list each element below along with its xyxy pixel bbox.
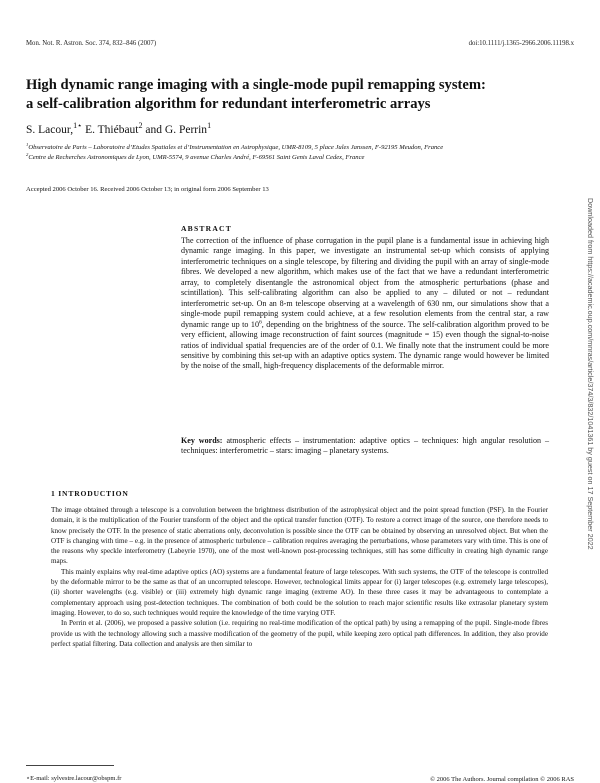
download-watermark-text: Downloaded from https://academic.oup.com/mnras/article/374/3/832/1041361 by guest on 17 September 2022 xyxy=(586,198,595,550)
author-thiebaut-affil: 2 xyxy=(138,121,143,131)
doi: doi:10.1111/j.1365-2966.2006.11198.x xyxy=(468,40,574,47)
paragraph: The image obtained through a telescope is a convolution between the brightness distribution of the astrophysical object and the point spread function (PSF). In the Fourier domain, it is the multiplication of the Fourier transform of the object and the optical transfer function (OTF). To restore a correct image of the source, one therefore needs to know precisely the OTF. In the presence of static aberrations only, deconvolution is possible since the OTF can be obtained by observing an unresolved object. But when the OTF is changing with time – e.g. in the presence of atmospheric turbulence – calibration requires averaging the perturbations, whose parameters vary with time. This is one of the reasons why speckle interferometry (Labeyrie 1970), one of the most well-known post-processing techniques, still has some difficulty in creating high dynamic range maps. xyxy=(51,506,548,566)
paper-title xyxy=(26,76,586,114)
abstract-exponent: 6 xyxy=(258,318,262,325)
title-line-2: a self-calibration algorithm for redundant interferometric arrays xyxy=(26,96,431,112)
copyright-notice: © 2006 The Authors. Journal compilation © 2006 RAS xyxy=(430,776,574,783)
footnote-email: ⋆E-mail: sylvestre.lacour@obspm.fr xyxy=(26,775,122,782)
journal-reference: Mon. Not. R. Astron. Soc. 374, 832–846 (2007) xyxy=(26,40,157,47)
abstract-heading: ABSTRACT xyxy=(181,224,232,233)
abstract-text-part-2: , depending on the brightness of the source. The self-calibration algorithm proved to be very efficient, allowing image reconstruction of faint sources (magnitude = 15) even though the signal-to-noise ratios of individual spatial frequencies are of the order of 0.1. We finally note that the instrument could be more sensitive by combining this set-up with an adaptive optics system. The dynamic range would however be limited by the noise of the small, high-frequency displacements of the deformable mirror. xyxy=(181,319,549,371)
title-line-1: High dynamic range imaging with a single-mode pupil remapping system: xyxy=(26,77,486,93)
author-lacour-affil: 1⋆ xyxy=(73,121,83,131)
author-lacour: S. Lacour, xyxy=(26,124,74,136)
abstract-text xyxy=(181,236,549,372)
accepted-dates: Accepted 2006 October 16. Received 2006 October 13; in original form 2006 September 13 xyxy=(26,186,269,193)
paragraph: In Perrin et al. (2006), we proposed a passive solution (i.e. requiring no real-time modification of the optical path) by using a remapping of the pupil. Single-mode fibres provide us with the technology allowing such a massive modification of the geometry of the pupil, while keeping zero optical path differences. In addition, they also provide perfect spatial filtering. Data collection and analysis are then similar to xyxy=(51,619,548,648)
download-watermark xyxy=(585,198,595,698)
footnote-divider xyxy=(26,765,114,766)
author-thiebaut: E. Thiébaut xyxy=(82,124,139,136)
section-heading-introduction: 1 INTRODUCTION xyxy=(51,489,129,498)
author-perrin-affil: 1 xyxy=(207,121,212,131)
affiliation-2 xyxy=(26,153,586,163)
paragraph: This mainly explains why real-time adaptive optics (AO) systems are a fundamental feature of large telescopes. With such systems, the OTF of the telescope is controlled by the deformable mirror to be the same as that of an uncorrupted telescope. However, technological limits appear for (i) larger telescopes (e.g. extremely large telescopes), (ii) shorter wavelengths (e.g. visible) or (iii) extremely high dynamic range imaging (extreme AO). In these three cases it may be advantageous to contemplate a complementary approach using post-detection techniques. The combination of both could be the solution to reach major scientific results like extrasolar planetary system imaging. However, to do so, such techniques would require the knowledge of the time varying OTF. xyxy=(51,567,548,617)
author-perrin: and G. Perrin xyxy=(142,124,208,136)
affiliation-1-text: Observatoire de Paris – Laboratoire d’Etudes Spatiales et d’Instrumentation en Astrophysique, UMR-8109, 5 place Jules Janssen, F-92195 Meudon, France xyxy=(28,144,444,151)
affiliation-2-number: 2 xyxy=(26,151,29,157)
keywords-text: atmospheric effects – instrumentation: adaptive optics – techniques: high angular resolution – techniques: interferometric – stars: imaging – planetary systems. xyxy=(181,436,549,456)
author-list xyxy=(26,121,212,136)
introduction-body xyxy=(51,505,548,649)
abstract-text-part-1: The correction of the influence of phase corrugation in the pupil plane is a fundamental issue in achieving high dynamic range imaging. In this paper, we investigate an instrumental set-up which consists of applying interferometric techniques on a single telescope, by filtering and dividing the pupil with an array of single-mode fibres. We developed a new algorithm, which makes use of the fact that we have a redundant interferometric array, to completely disentangle the astronomical object from the atmospheric perturbations (phase and scintillation). This self-calibrating algorithm can also be applied to any – diluted or not – redundant interferometric set-up. On an 8-m telescope observing at a wavelength of 630 nm, our simulations show that a single-mode pupil remapping system could achieve, at a few resolution elements from the central star, a raw dynamic range up to 10 xyxy=(181,236,549,329)
affiliation-1 xyxy=(26,143,586,153)
keywords-label: Key words: xyxy=(181,436,223,445)
affiliation-1-number: 1 xyxy=(26,141,29,147)
keywords xyxy=(181,436,549,457)
affiliation-2-text: Centre de Recherches Astronomiques de Lyon, UMR-5574, 9 avenue Charles André, F-69561 Saint Genis Laval Cedex, France xyxy=(28,154,365,161)
